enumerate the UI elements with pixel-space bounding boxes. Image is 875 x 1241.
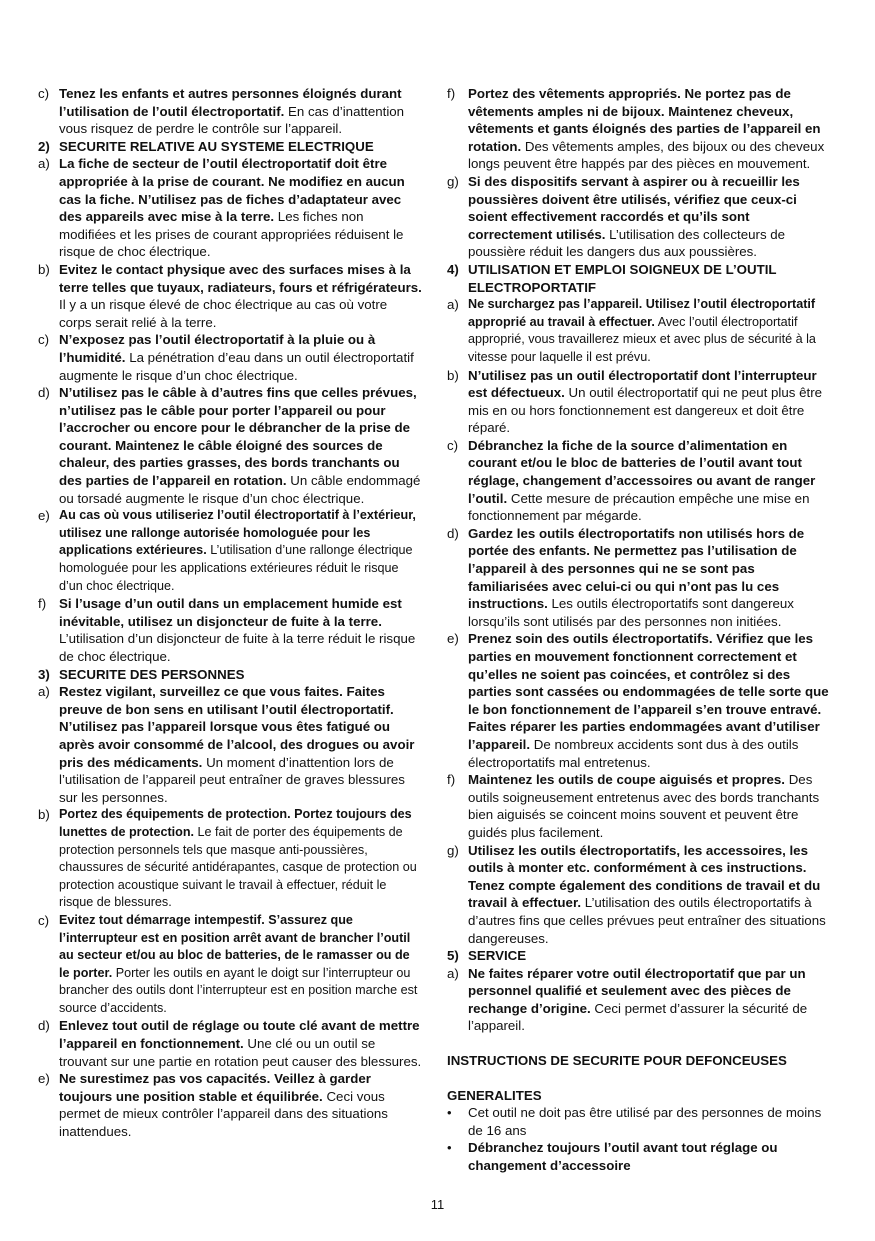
item-bold-text: N’exposez pas l’outil électroportatif à la pluie ou à l’humidité.	[59, 332, 376, 365]
generalites-title: GENERALITES	[447, 1087, 542, 1103]
item-normal-text: Un câble endommagé ou torsadé augmente le risque d’un choc électrique.	[59, 473, 421, 506]
item-bold-text: Utilisez les outils électroportatifs, les accessoires, les outils à monter etc. conformément à ces instructions. Tenez compte également des conditions de travail et du travail à effectuer.	[468, 842, 821, 911]
item-text	[59, 138, 423, 156]
item-normal-text: En cas d’inattention vous risquez de perdre le contrôle sur l’appareil.	[59, 103, 405, 137]
item-bold-text: Si des dispositifs servant à aspirer ou à recueillir les poussières doivent être utilisés, vérifiez que ceux-ci soient effectivement raccordés et qu’ils sont correctement utilisés.	[468, 173, 800, 242]
item-label: a)	[447, 297, 459, 313]
item-text	[59, 806, 423, 912]
item-text	[59, 261, 423, 331]
instruction-item	[447, 296, 832, 366]
item-label: 2)	[38, 138, 50, 154]
item-normal-text: L’utilisation d’un disjoncteur de fuite à la terre réduit le risque de choc électrique.	[59, 631, 416, 664]
item-bold-text: N’utilisez pas un outil électroportatif dont l’interrupteur est défectueux.	[468, 367, 817, 401]
instruction-item	[447, 630, 832, 771]
item-label: e)	[38, 508, 50, 524]
item-text	[59, 595, 423, 665]
item-text	[468, 630, 832, 771]
item-text	[468, 437, 832, 525]
item-text	[468, 771, 832, 841]
item-label: f)	[38, 596, 47, 612]
section-heading	[447, 947, 832, 965]
bullet-list	[447, 1104, 832, 1174]
item-text	[468, 525, 832, 631]
item-bold-text: Ne surchargez pas l’appareil. Utilisez l’outil électroportatif approprié au travail à effectuer.	[468, 297, 816, 329]
item-bold-text: SECURITE RELATIVE AU SYSTEME ELECTRIQUE	[59, 138, 374, 154]
item-bold-text: Au cas où vous utiliseriez l’outil électroportatif à l’extérieur, utilisez une rallonge autorisée homologuée pour les applications extérieures.	[59, 508, 416, 558]
section-heading	[447, 261, 832, 296]
item-normal-text: Avec l’outil électroportatif approprié, vous travaillerez mieux et avec plus de sécurité à la vitesse pour laquelle il est prévu.	[468, 314, 816, 364]
item-bold-text: Prenez soin des outils électroportatifs. Vérifiez que les parties en mouvement fonctionnent correctement et qu’elles ne soient pas coincées, et contrôlez si des parties sont cassées ou endommagées de telle sorte que le bon fonctionnement de l’appareil s’en trouve entravé. Faites réparer les parties endommagées avant d’utiliser l’appareil.	[468, 631, 829, 752]
bullet-text	[468, 1104, 832, 1139]
item-normal-text: Des outils soigneusement entretenus avec des bords tranchants bien aiguisés se coincent moins souvent et peuvent être guidés plus facilement.	[468, 772, 820, 840]
item-normal-text: L’utilisation d’une rallonge électrique homologuée pour les applications extérieures réduit le risque d’un choc électrique.	[59, 543, 413, 593]
bullet-item	[447, 1104, 832, 1139]
item-normal-text: Le fait de porter des équipements de protection personnels tels que masque anti-poussières, chaussures de sécurité antidérapantes, casque de protection ou protection acoustique suivant le travail à effectuer, réduit le risque de blessures.	[59, 824, 417, 910]
item-text	[59, 507, 423, 595]
instruction-item	[38, 155, 423, 261]
instruction-item	[38, 1017, 423, 1070]
item-label: f)	[447, 86, 456, 101]
item-label: 4)	[447, 261, 459, 277]
item-normal-text: Des vêtements amples, des bijoux ou des cheveux longs peuvent être happés par des pièces en mouvement.	[468, 138, 825, 172]
item-label: f)	[447, 772, 456, 788]
item-text	[468, 173, 832, 261]
bullet-icon: •	[447, 1140, 452, 1156]
instruction-item	[38, 912, 423, 1018]
instruction-item	[38, 384, 423, 507]
instruction-item	[447, 173, 832, 261]
right-items	[447, 85, 832, 1035]
item-label: d)	[447, 525, 459, 541]
item-normal-text: Une clé ou un outil se trouvant sur une partie en rotation peut causer des blessures.	[59, 1036, 422, 1069]
bullet-bold-text: Débranchez toujours l’outil avant tout réglage ou changement d’accessoire	[468, 1140, 778, 1174]
item-bold-text: SECURITE DES PERSONNES	[59, 666, 245, 682]
instruction-item	[38, 507, 423, 595]
item-label: 3)	[38, 666, 50, 682]
instruction-item	[447, 771, 832, 841]
item-label: g)	[447, 842, 459, 858]
item-bold-text: Ne surestimez pas vos capacités. Veillez à garder toujours une position stable et équilibrée.	[59, 1071, 371, 1104]
item-normal-text: L’utilisation des collecteurs de poussière réduit les dangers dus aux poussières.	[468, 226, 786, 260]
item-normal-text: Ceci permet d’assurer la sécurité de l’appareil.	[468, 1000, 808, 1034]
item-label: e)	[447, 631, 459, 647]
item-text	[468, 296, 832, 366]
instruction-item	[447, 965, 832, 1035]
item-normal-text: Cette mesure de précaution empêche une mise en fonctionnement par mégarde.	[468, 490, 810, 524]
instruction-item	[447, 525, 832, 631]
item-text	[59, 912, 423, 1018]
item-text	[59, 683, 423, 806]
item-text	[59, 384, 423, 507]
item-bold-text: Si l’usage d’un outil dans un emplacement humide est inévitable, utilisez un disjoncteur de fuite à la terre.	[59, 596, 402, 629]
item-normal-text: La pénétration d’eau dans un outil électroportatif augmente le risque d’un choc électrique.	[59, 349, 414, 383]
item-normal-text: Les outils électroportatifs sont dangereux lorsqu’ils sont utilisés par des personnes non initiées.	[468, 596, 794, 629]
bullet-text	[468, 1139, 832, 1174]
instruction-item	[38, 806, 423, 912]
item-text	[468, 85, 832, 173]
item-normal-text: Porter les outils en ayant le doigt sur l’interrupteur ou brancher des outils dont l’interrupteur est en position marche est source d’accidents.	[59, 965, 418, 1015]
item-label: d)	[38, 385, 50, 401]
section-title: INSTRUCTIONS DE SECURITE POUR DEFONCEUSES	[447, 1053, 787, 1069]
item-bold-text: La fiche de secteur de l’outil électroportatif doit être appropriée à la prise de courant. Ne modifiez en aucun cas la fiche. N’utilisez pas de fiches d’adaptateur avec des appareils avec mise à la terre.	[59, 156, 405, 225]
item-label: g)	[447, 173, 459, 189]
item-bold-text: UTILISATION ET EMPLOI SOIGNEUX DE L’OUTIL ELECTROPORTATIF	[468, 261, 777, 295]
instruction-item	[38, 1070, 423, 1140]
item-bold-text: Ne faites réparer votre outil électroportatif que par un personnel qualifié et seulement avec des pièces de rechange d’origine.	[468, 965, 806, 1016]
item-text	[59, 155, 423, 261]
bullet-icon: •	[447, 1105, 452, 1121]
item-bold-text: Débranchez la fiche de la source d’alimentation en courant et/ou le bloc de batteries de l’outil avant tout réglage, changement d’accessoires ou avant de ranger l’outil.	[468, 437, 816, 506]
item-bold-text: Evitez le contact physique avec des surfaces mises à la terre telles que tuyaux, radiateurs, fours et réfrigérateurs.	[59, 261, 422, 295]
item-text	[59, 85, 423, 138]
item-text	[59, 666, 423, 684]
item-bold-text: Enlevez tout outil de réglage ou toute clé avant de mettre l’appareil en fonctionnement.	[59, 1018, 420, 1052]
instruction-item	[447, 437, 832, 525]
instruction-item	[38, 683, 423, 806]
instruction-item	[447, 85, 832, 173]
item-label: a)	[38, 684, 50, 700]
instruction-item	[38, 595, 423, 665]
item-text	[59, 1070, 423, 1140]
item-label: e)	[38, 1071, 50, 1087]
item-label: c)	[447, 437, 459, 453]
item-text	[468, 965, 832, 1035]
section-heading	[38, 138, 423, 156]
item-bold-text: Tenez les enfants et autres personnes éloignés durant l’utilisation de l’outil électroportatif.	[59, 86, 402, 119]
instruction-item	[38, 261, 423, 331]
item-label: b)	[447, 367, 459, 383]
item-bold-text: N’utilisez pas le câble à d’autres fins que celles prévues, n’utilisez pas le câble pour porter l’appareil ou pour l’accrocher ou encore pour le débrancher de la prise de courant. Maintenez le câble éloigné des sources de chaleur, des parties grasses, des bords tranchants ou des parties de l’appareil en rotation.	[59, 385, 417, 489]
item-normal-text: Un outil électroportatif qui ne peut plus être mis en ou hors fonctionnement est dangereux et doit être réparé.	[468, 385, 823, 436]
item-label: b)	[38, 807, 50, 823]
bullet-item	[447, 1139, 832, 1174]
item-bold-text: Maintenez les outils de coupe aiguisés et propres.	[468, 772, 785, 788]
item-bold-text: Restez vigilant, surveillez ce que vous faites. Faites preuve de bon sens en utilisant l’outil électroportatif. N’utilisez pas l’appareil lorsque vous êtes fatigué ou après avoir consommé de l’alcool, des drogues ou avoir pris des médicaments.	[59, 684, 415, 770]
item-label: c)	[38, 332, 50, 348]
item-bold-text: SERVICE	[468, 948, 527, 964]
instruction-item	[38, 85, 423, 138]
item-label: 5)	[447, 948, 459, 964]
item-label: a)	[38, 156, 50, 172]
item-normal-text: Un moment d’inattention lors de l’utilisation de l’appareil peut entraîner de graves blessures sur les personnes.	[59, 754, 405, 805]
item-label: a)	[447, 965, 459, 981]
instruction-item	[447, 842, 832, 948]
item-normal-text: L’utilisation des outils électroportatifs à d’autres fins que celles prévues peut entraîner des situations dangereuses.	[468, 895, 826, 946]
bullet-normal-text: Cet outil ne doit pas être utilisé par des personnes de moins de 16 ans	[468, 1105, 822, 1138]
right-column	[447, 85, 832, 1175]
page-number: 11	[430, 1197, 445, 1212]
item-label: b)	[38, 261, 50, 277]
item-bold-text: Gardez les outils électroportatifs non utilisés hors de portée des enfants. Ne permettez pas l’utilisation de l’appareil à des personnes qui ne se sont pas familiarisées avec celui-ci ou qui n’ont pas lu ces instructions.	[468, 525, 805, 612]
item-bold-text: Evitez tout démarrage intempestif. S’assurez que l’interrupteur est en position arrêt avant de brancher l’outil au secteur et/ou au bloc de batteries, de le ramasser ou de le porter.	[59, 912, 411, 980]
item-text	[468, 842, 832, 948]
item-bold-text: Portez des vêtements appropriés. Ne portez pas de vêtements amples ni de bijoux. Maintenez cheveux, vêtements et gants éloignés des parties de l’appareil en rotation.	[468, 86, 821, 154]
item-label: c)	[38, 86, 50, 101]
item-normal-text: Ceci vous permet de mieux contrôler l’appareil dans des situations inattendues.	[59, 1088, 388, 1140]
left-column	[38, 85, 423, 1141]
instruction-item	[38, 331, 423, 384]
item-text	[59, 331, 423, 384]
item-normal-text: De nombreux accidents sont dus à des outils électroportatifs mal entretenus.	[468, 736, 799, 770]
item-text	[468, 261, 832, 296]
item-label: c)	[38, 912, 50, 928]
item-normal-text: Il y a un risque élevé de choc électrique au cas où votre corps serait relié à la terre.	[59, 297, 388, 330]
item-text	[468, 367, 832, 437]
item-text	[468, 947, 832, 965]
section-heading	[38, 666, 423, 684]
item-normal-text: Les fiches non modifiées et les prises de courant appropriées réduisent le risque de choc électrique.	[59, 209, 404, 260]
instruction-item	[447, 367, 832, 437]
item-label: d)	[38, 1018, 50, 1034]
item-text	[59, 1017, 423, 1070]
item-bold-text: Portez des équipements de protection. Portez toujours des lunettes de protection.	[59, 807, 412, 839]
